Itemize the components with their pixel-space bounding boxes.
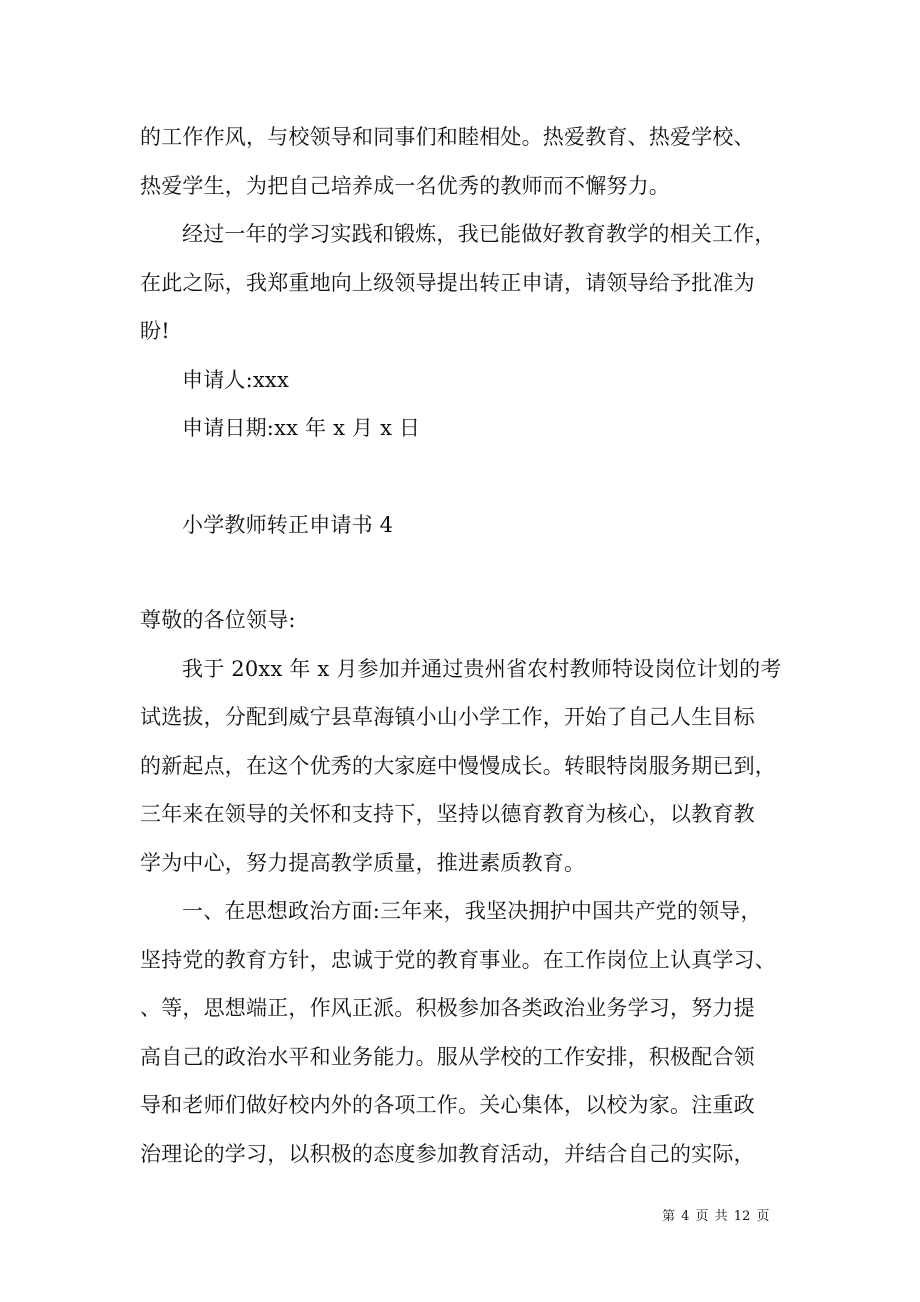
paragraph-start-line: 一、在思想政治方面:三年来，我坚决拥护中国共产党的领导， [182, 899, 762, 923]
text-line: 三年来在领导的关怀和支持下，坚持以德育教育为核心，以教育教 [140, 802, 755, 826]
salutation: 尊敬的各位领导: [140, 608, 296, 632]
applicant-line: 申请人:xxx [182, 368, 290, 392]
application-date-line: 申请日期:xx 年 x 月 x 日 [182, 416, 421, 440]
text-line: 学为中心，努力提高教学质量，推进素质教育。 [140, 851, 586, 875]
text-line: 在此之际，我郑重地向上级领导提出转正申请，请领导给予批准为 [140, 271, 755, 295]
text-line: 坚持党的教育方针，忠诚于党的教育事业。在工作岗位上认真学习、 [140, 948, 776, 972]
text-line: 导和老师们做好校内外的各项工作。关心集体，以校为家。注重政 [140, 1093, 755, 1117]
page-number-footer: 第 4 页 共 12 页 [662, 1209, 770, 1224]
paragraph-start-line: 我于 20xx 年 x 月参加并通过贵州省农村教师特设岗位计划的考 [182, 657, 782, 681]
text-line: 盼! [140, 319, 170, 343]
text-line: 热爱学生，为把自己培养成一名优秀的教师而不懈努力。 [140, 174, 670, 198]
text-line: 试选拔，分配到威宁县草海镇小山小学工作，开始了自己人生目标 [140, 705, 755, 729]
section-title: 小学教师转正申请书 4 [182, 513, 394, 537]
paragraph-start-line: 经过一年的学习实践和锻炼，我已能做好教育教学的相关工作， [182, 222, 776, 246]
text-line: 、等，思想端正，作风正派。积极参加各类政治业务学习，努力提 [140, 996, 755, 1020]
text-line: 的工作作风，与校领导和同事们和睦相处。热爱教育、热爱学校、 [140, 125, 755, 149]
text-line: 治理论的学习，以积极的态度参加教育活动，并结合自己的实际， [140, 1142, 755, 1166]
text-line: 的新起点，在这个优秀的大家庭中慢慢成长。转眼特岗服务期已到， [140, 754, 776, 778]
text-line: 高自己的政治水平和业务能力。服从学校的工作安排，积极配合领 [140, 1045, 755, 1069]
